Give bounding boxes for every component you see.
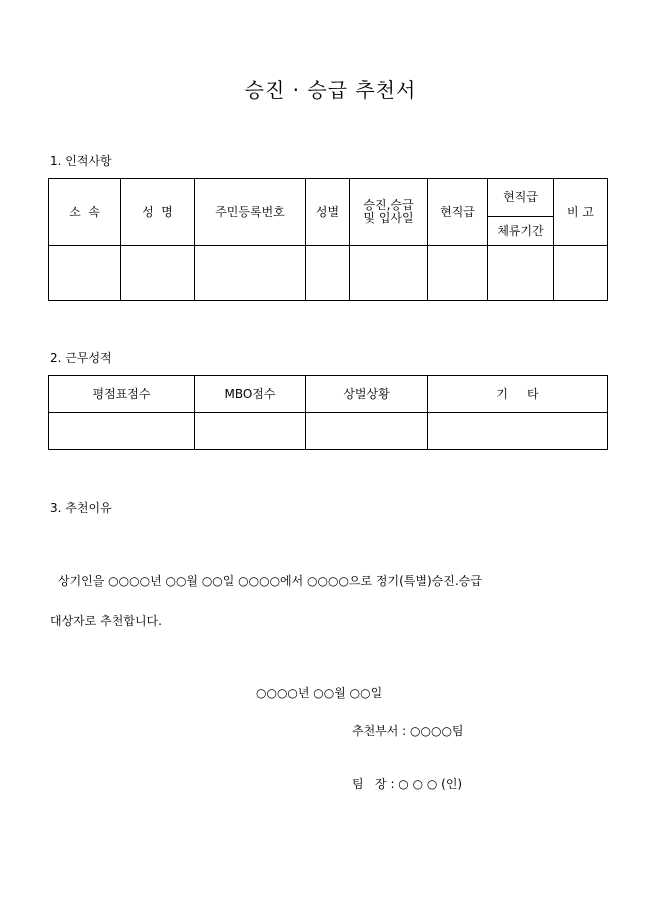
cell-remarks[interactable] [554,246,608,301]
cell-resident-number[interactable] [195,246,306,301]
cell-name[interactable] [121,246,195,301]
cell-rewards-penalties[interactable] [306,413,428,450]
cell-promotion-date[interactable] [350,246,428,301]
cell-gender[interactable] [306,246,350,301]
header-remarks: 비 고 [554,179,608,246]
cell-affiliation[interactable] [49,246,121,301]
reason-line-1: 상기인을 ○○○○년 ○○월 ○○일 ○○○○에서 ○○○○으로 정기(특별)승진.승급 [58,574,482,588]
header-other: 기 타 [428,376,608,413]
cell-other[interactable] [428,413,608,450]
recommending-department: 추천부서 : ○○○○팀 [352,724,464,738]
cell-stay-period[interactable] [488,246,554,301]
cell-current-grade[interactable] [428,246,488,301]
header-promotion-line2: 및 입사일 [363,211,414,225]
header-stay-period: 체류기간 [488,217,554,246]
document-title: 승진 · 승급 추천서 [244,78,417,102]
header-evaluation-score: 평점표점수 [49,376,195,413]
header-affiliation: 소 속 [49,179,121,246]
cell-evaluation-score[interactable] [49,413,195,450]
header-gender: 성별 [306,179,350,246]
section-performance: 2. 근무성적 [50,351,112,365]
header-rewards-penalties: 상벌상황 [306,376,428,413]
reason-line-2: 대상자로 추천합니다. [50,614,162,628]
header-name: 성 명 [121,179,195,246]
header-promotion-line1: 승진,승급 [363,198,414,212]
header-current-grade-top: 현직급 [488,179,554,217]
team-leader-signature: 팀 장 : ○ ○ ○ (인) [352,777,463,791]
performance-table [48,375,608,450]
header-resident-number: 주민등록번호 [195,179,306,246]
cell-mbo-score[interactable] [195,413,306,450]
recommendation-date: ○○○○년 ○○월 ○○일 [256,686,383,700]
header-mbo-score: MBO점수 [195,376,306,413]
header-current-grade: 현직급 [428,179,488,246]
section-reason: 3. 추천이유 [50,501,112,515]
personal-info-table [48,178,608,301]
section-personal-info: 1. 인적사항 [50,154,112,168]
header-promotion-date [350,179,428,246]
